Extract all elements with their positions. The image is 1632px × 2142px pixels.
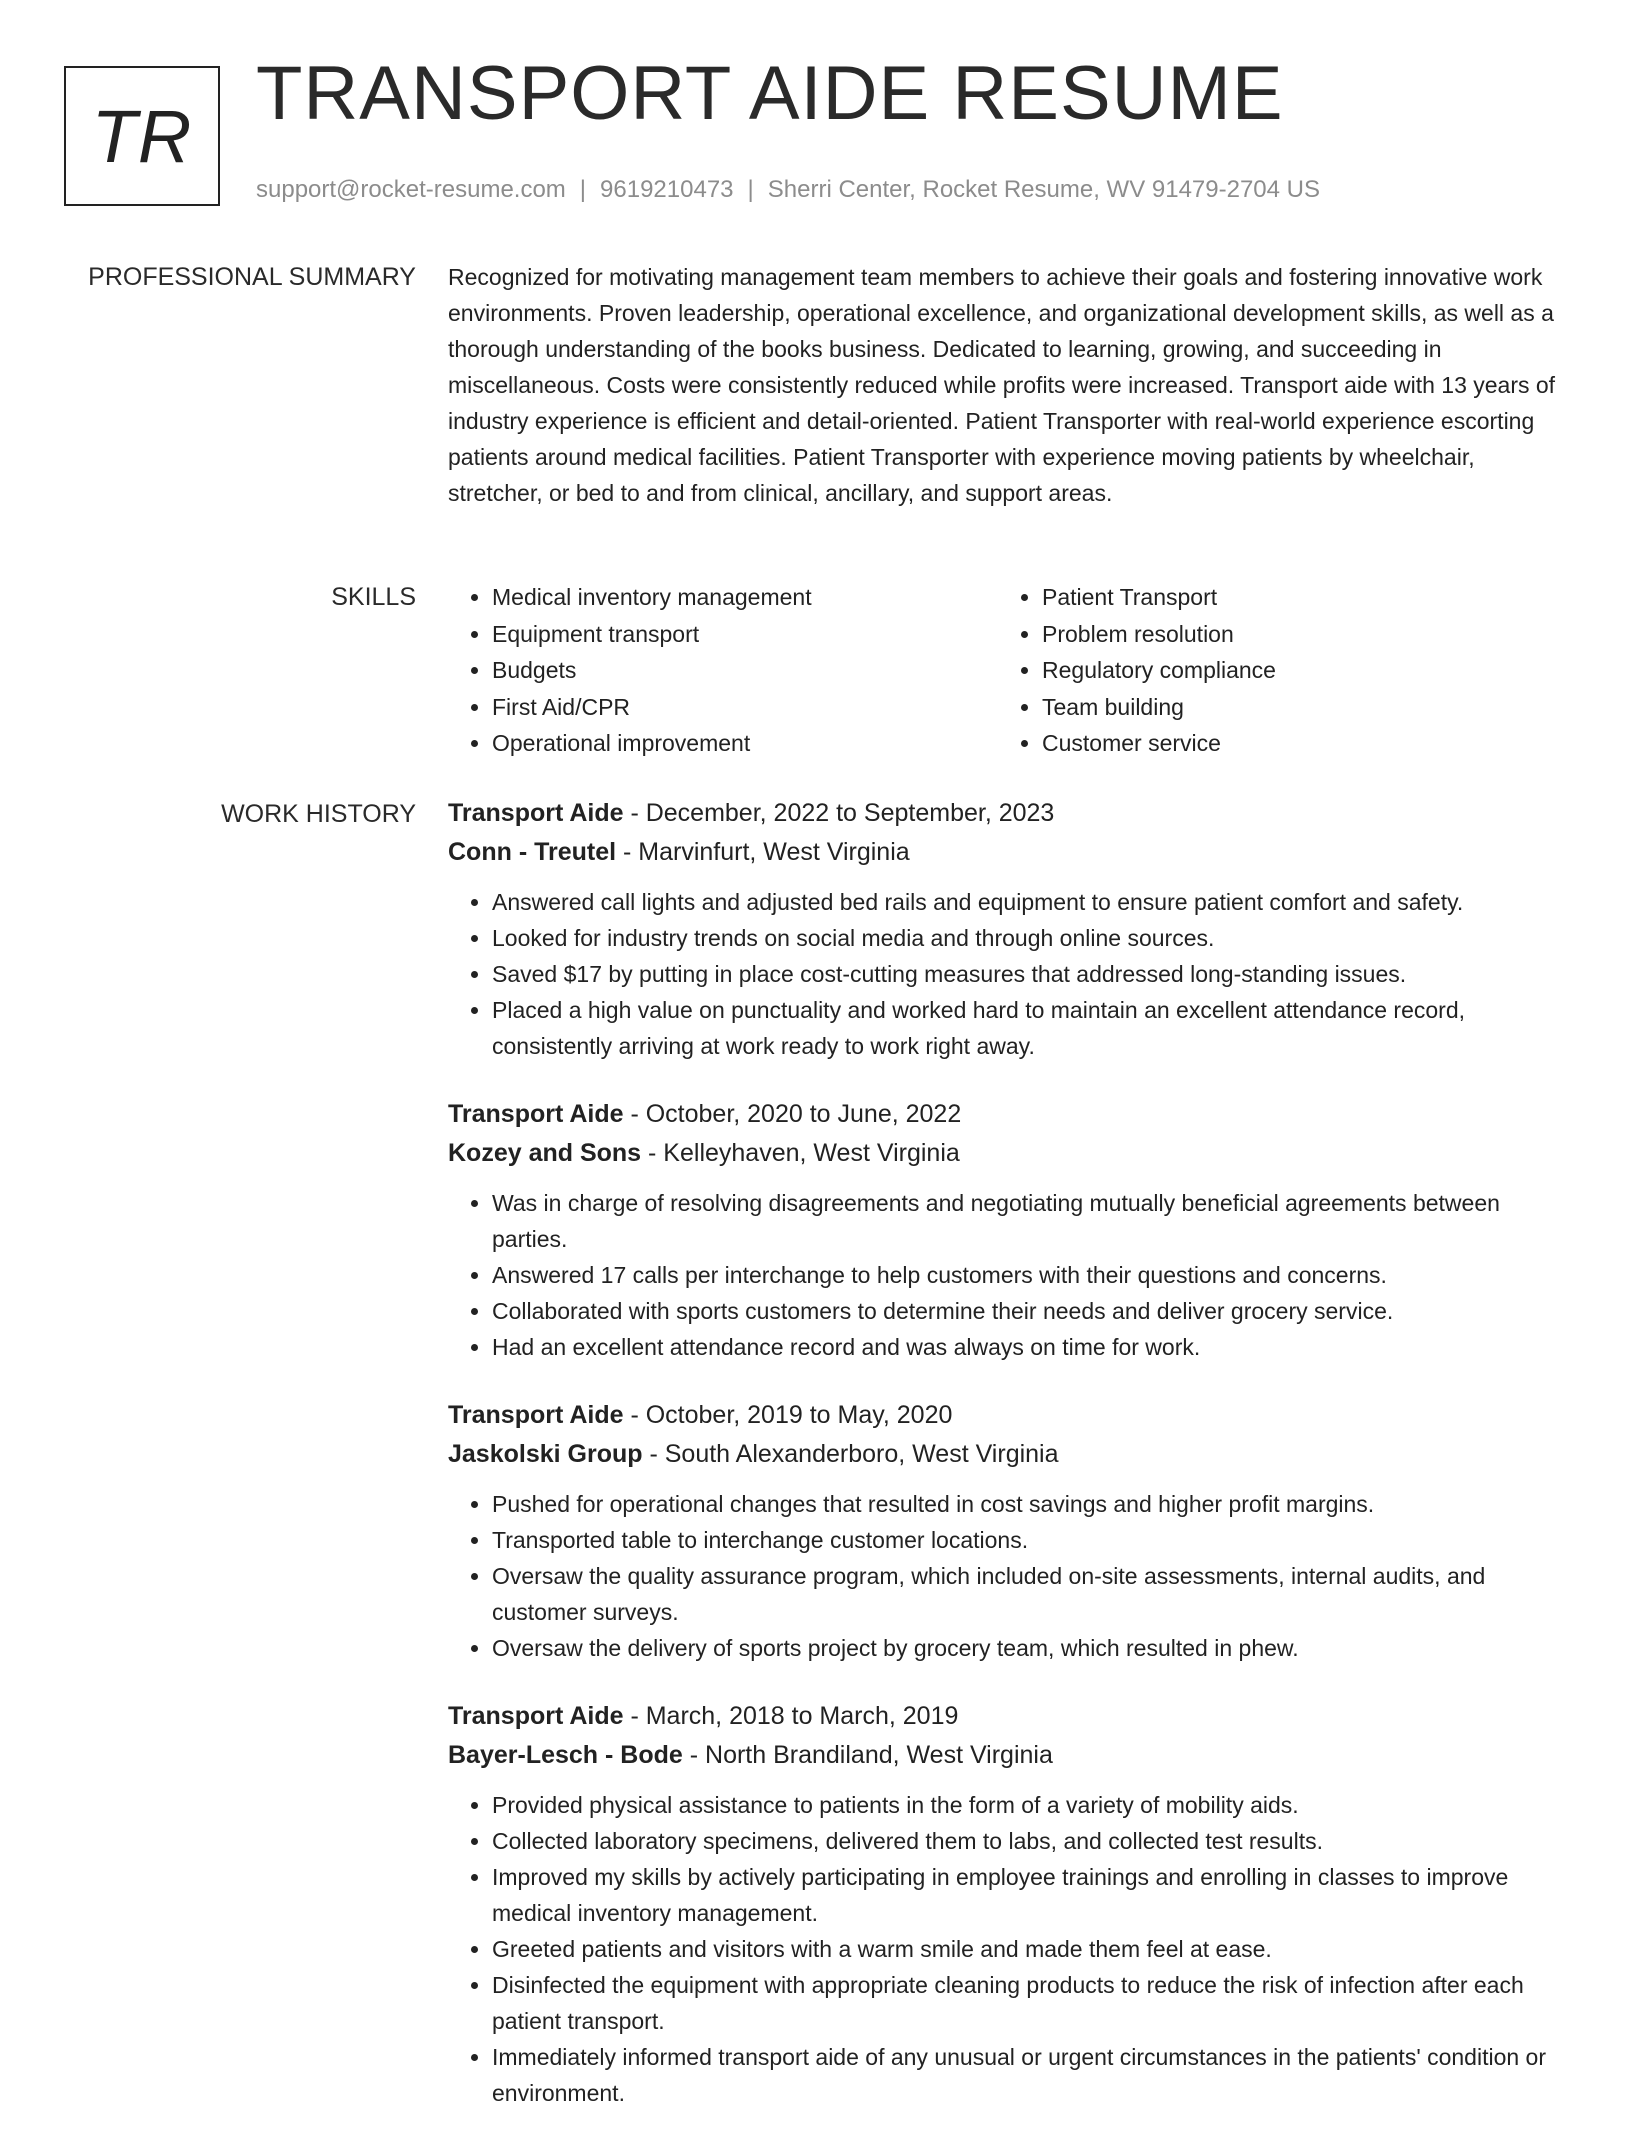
section-label-skills: SKILLS — [331, 583, 416, 611]
skill-item: • Operational improvement — [492, 725, 998, 762]
job-location: - Kelleyhaven, West Virginia — [641, 1139, 960, 1167]
job-bullet: • Pushed for operational changes that resulted in cost savings and higher profit margins. — [492, 1486, 1570, 1522]
section-label-work-history: WORK HISTORY — [221, 800, 416, 828]
job-dates: - March, 2018 to March, 2019 — [623, 1702, 959, 1730]
contact-email[interactable]: support@rocket-resume.com — [256, 176, 566, 203]
job-bullets — [448, 884, 1570, 1064]
job-bullet: • Answered 17 calls per interchange to help customers with their questions and concerns. — [492, 1257, 1570, 1293]
job-bullets — [448, 1787, 1570, 2111]
job-location: - South Alexanderboro, West Virginia — [642, 1440, 1059, 1468]
job-bullet: • Collaborated with sports customers to determine their needs and deliver grocery service. — [492, 1293, 1570, 1329]
job-bullet: • Looked for industry trends on social media and through online sources. — [492, 920, 1570, 956]
job-title: Transport Aide — [448, 1100, 624, 1128]
job-company-line — [448, 1134, 1570, 1173]
section-label-summary: PROFESSIONAL SUMMARY — [88, 263, 416, 291]
job-company-line — [448, 833, 1570, 872]
job-bullet: • Was in charge of resolving disagreements and negotiating mutually beneficial agreements between parties. — [492, 1185, 1570, 1257]
job-dates: - October, 2020 to June, 2022 — [623, 1100, 962, 1128]
skill-item: • Customer service — [1042, 725, 1562, 762]
job-bullets — [448, 1185, 1570, 1365]
skill-item: • Equipment transport — [492, 616, 998, 653]
skill-item: • Team building — [1042, 689, 1562, 726]
job-location: - Marvinfurt, West Virginia — [616, 838, 910, 866]
contact-separator: | — [579, 176, 587, 203]
skill-item: • First Aid/CPR — [492, 689, 998, 726]
job-title: Transport Aide — [448, 1702, 624, 1730]
job-company: Conn - Treutel — [448, 838, 617, 866]
job-bullet: • Saved $17 by putting in place cost-cutting measures that addressed long-standing issues. — [492, 956, 1570, 992]
contact-address: Sherri Center, Rocket Resume, WV 91479-2704 US — [767, 176, 1321, 203]
job-bullets — [448, 1486, 1570, 1666]
job-bullet: • Disinfected the equipment with appropriate cleaning products to reduce the risk of infection after each patient transport. — [492, 1967, 1570, 2039]
job-title: Transport Aide — [448, 799, 624, 827]
job-bullet: • Oversaw the delivery of sports project by grocery team, which resulted in phew. — [492, 1630, 1570, 1666]
job-bullet: • Immediately informed transport aide of any unusual or urgent circumstances in the patients' condition or environment. — [492, 2039, 1570, 2111]
job-company: Jaskolski Group — [448, 1440, 643, 1468]
skill-item: • Problem resolution — [1042, 616, 1562, 653]
skill-item: • Budgets — [492, 652, 998, 689]
job-entry — [448, 794, 1570, 1064]
job-title: Transport Aide — [448, 1401, 624, 1429]
job-entry — [448, 1396, 1570, 1666]
job-dates: - December, 2022 to September, 2023 — [623, 799, 1055, 827]
job-entry — [448, 1697, 1570, 2111]
job-bullet: • Collected laboratory specimens, delivered them to labs, and collected test results. — [492, 1823, 1570, 1859]
job-bullet: • Answered call lights and adjusted bed rails and equipment to ensure patient comfort and safety. — [492, 884, 1570, 920]
job-bullet: • Placed a high value on punctuality and worked hard to maintain an excellent attendance record, consistently arriving at work ready to work right away. — [492, 992, 1570, 1064]
job-title-line — [448, 1697, 1570, 1736]
job-entry — [448, 1095, 1570, 1365]
job-company-line — [448, 1435, 1570, 1474]
job-bullet: • Improved my skills by actively participating in employee trainings and enrolling in classes to improve medical inventory management. — [492, 1859, 1570, 1931]
job-title-line — [448, 1396, 1570, 1435]
job-title-line — [448, 1095, 1570, 1134]
job-bullet: • Transported table to interchange customer locations. — [492, 1522, 1570, 1558]
job-bullet: • Had an excellent attendance record and was always on time for work. — [492, 1329, 1570, 1365]
job-dates: - October, 2019 to May, 2020 — [623, 1401, 953, 1429]
skill-item: • Patient Transport — [1042, 579, 1562, 616]
job-location: - North Brandiland, West Virginia — [682, 1741, 1053, 1769]
job-bullet: • Provided physical assistance to patients in the form of a variety of mobility aids. — [492, 1787, 1570, 1823]
job-company-line — [448, 1736, 1570, 1775]
skill-item: • Medical inventory management — [492, 579, 998, 616]
skills-list-left — [448, 579, 998, 762]
resume-title: TRANSPORT AIDE RESUME — [256, 51, 1284, 136]
job-title-line — [448, 794, 1570, 833]
skills-list-right — [998, 579, 1562, 762]
skill-item: • Regulatory compliance — [1042, 652, 1562, 689]
job-bullet: • Oversaw the quality assurance program, which included on-site assessments, internal audits, and customer surveys. — [492, 1558, 1570, 1630]
contact-separator: | — [747, 176, 754, 203]
monogram-logo: TR — [64, 66, 220, 206]
job-company: Kozey and Sons — [448, 1139, 642, 1167]
summary-text: Recognized for motivating management team members to achieve their goals and fostering innovative work environments. Proven leadership, operational excellence, and organizational development skills, as well as a thorough understanding of the books business. Dedicated to learning, growing, and succeeding in miscellaneous. Costs were consistently reduced while profits were increased. Transport aide with 13 years of industry experience is efficient and detail-oriented. Patient Transporter with real-world experience escorting patients around medical facilities. Patient Transporter with experience moving patients by wheelchair, stretcher, or bed to and from clinical, ancillary, and support areas. — [448, 264, 1556, 506]
job-company: Bayer-Lesch - Bode — [448, 1741, 683, 1769]
contact-line — [256, 176, 1320, 204]
job-bullet: • Greeted patients and visitors with a warm smile and made them feel at ease. — [492, 1931, 1570, 1967]
contact-phone: 9619210473 — [600, 176, 734, 203]
